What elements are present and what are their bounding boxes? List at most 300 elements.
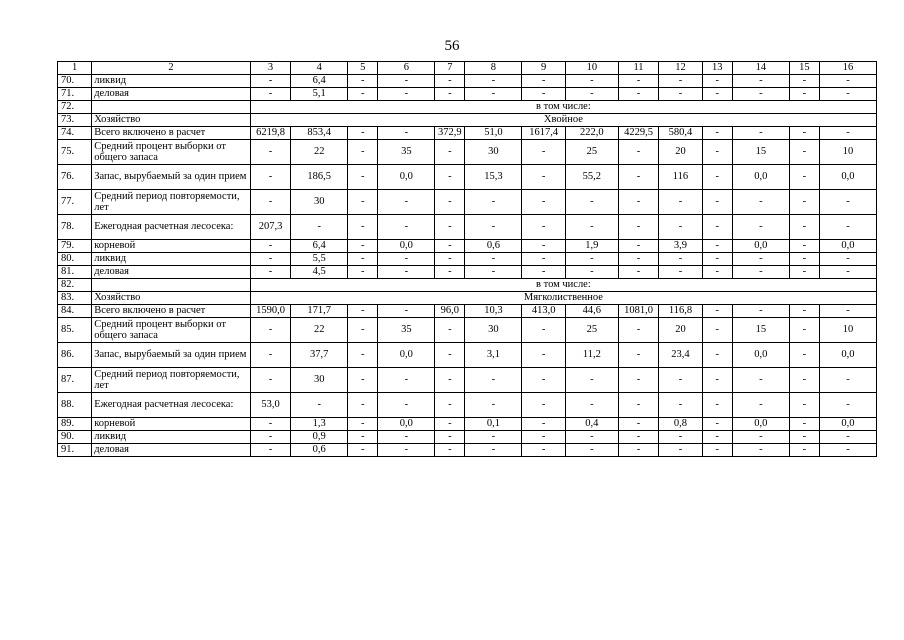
value-cell: - [702,165,732,190]
value-cell: - [465,190,522,215]
column-number-row [58,62,877,75]
value-cell: 15 [732,140,789,165]
row-number-cell: 71. [58,88,92,101]
row-number-cell: 77. [58,190,92,215]
value-cell: - [522,343,566,368]
value-cell: 1590,0 [250,305,290,318]
row-number-cell: 90. [58,431,92,444]
value-cell: - [435,190,465,215]
table-row [58,215,877,240]
value-cell: - [435,418,465,431]
value-cell: - [250,368,290,393]
value-cell: - [435,431,465,444]
value-cell: - [819,305,876,318]
value-cell: 15 [732,318,789,343]
value-cell: 171,7 [291,305,348,318]
row-number-cell: 75. [58,140,92,165]
value-cell: - [618,318,658,343]
value-cell: - [702,215,732,240]
value-cell: 186,5 [291,165,348,190]
row-label-cell [92,279,251,292]
table-row [58,114,877,127]
value-cell: - [819,431,876,444]
row-label-cell: Средний процент выборки от общего запаса [92,318,251,343]
value-cell: - [435,444,465,457]
value-cell: 1,3 [291,418,348,431]
value-cell: - [702,305,732,318]
value-cell: 22 [291,140,348,165]
value-cell: - [789,418,819,431]
row-label-cell: деловая [92,444,251,457]
value-cell: - [465,215,522,240]
value-cell: - [465,393,522,418]
value-cell: - [732,431,789,444]
value-cell: - [522,75,566,88]
value-cell: - [618,431,658,444]
value-cell: - [618,368,658,393]
table-row [58,279,877,292]
value-cell: - [702,431,732,444]
value-cell: 0,0 [378,418,435,431]
value-cell: - [522,190,566,215]
value-cell: - [565,266,618,279]
row-number-cell: 74. [58,127,92,140]
value-cell: - [789,127,819,140]
value-cell: - [659,368,703,393]
value-cell: - [378,368,435,393]
value-cell: - [250,75,290,88]
value-cell: 23,4 [659,343,703,368]
value-cell: - [789,253,819,266]
row-label-cell: деловая [92,88,251,101]
value-cell: - [465,431,522,444]
value-cell: - [789,368,819,393]
value-cell: - [250,190,290,215]
value-cell: 55,2 [565,165,618,190]
value-cell: - [465,266,522,279]
value-cell: - [659,88,703,101]
value-cell: - [819,190,876,215]
value-cell: 44,6 [565,305,618,318]
value-cell: - [702,140,732,165]
value-cell: - [618,266,658,279]
value-cell: - [565,253,618,266]
value-cell: - [732,305,789,318]
table-row [58,368,877,393]
table-row [58,318,877,343]
row-number-cell: 78. [58,215,92,240]
value-cell: - [702,88,732,101]
column-number-cell: 12 [659,62,703,75]
value-cell: - [565,444,618,457]
value-cell: - [378,266,435,279]
value-cell: 10 [819,140,876,165]
value-cell: 37,7 [291,343,348,368]
value-cell: - [348,266,378,279]
table-row [58,343,877,368]
value-cell: - [789,266,819,279]
value-cell: - [618,75,658,88]
value-cell: 25 [565,318,618,343]
table-row [58,140,877,165]
value-cell: - [435,266,465,279]
section-caption-cell: Хвойное [250,114,876,127]
value-cell: - [789,240,819,253]
value-cell: - [565,75,618,88]
value-cell: - [659,253,703,266]
value-cell: - [435,393,465,418]
value-cell: 0,1 [465,418,522,431]
table-row [58,240,877,253]
value-cell: - [789,88,819,101]
value-cell: 372,9 [435,127,465,140]
row-number-cell: 73. [58,114,92,127]
column-number-cell: 9 [522,62,566,75]
value-cell: - [378,127,435,140]
value-cell: - [522,418,566,431]
value-cell: - [465,368,522,393]
column-number-cell: 15 [789,62,819,75]
value-cell: - [465,88,522,101]
row-number-cell: 79. [58,240,92,253]
value-cell: 580,4 [659,127,703,140]
value-cell: - [435,343,465,368]
row-label-cell: корневой [92,240,251,253]
value-cell: - [435,368,465,393]
value-cell: - [789,393,819,418]
value-cell: - [819,127,876,140]
value-cell: - [732,393,789,418]
value-cell: - [659,266,703,279]
value-cell: - [348,127,378,140]
value-cell: - [702,444,732,457]
value-cell: - [378,393,435,418]
column-number-cell: 2 [92,62,251,75]
value-cell: - [819,444,876,457]
value-cell: 30 [291,190,348,215]
value-cell: - [250,253,290,266]
value-cell: - [618,240,658,253]
row-number-cell: 76. [58,165,92,190]
value-cell: 116 [659,165,703,190]
value-cell: 15,3 [465,165,522,190]
column-number-cell: 10 [565,62,618,75]
value-cell: - [732,88,789,101]
row-number-cell: 81. [58,266,92,279]
column-number-cell: 8 [465,62,522,75]
row-label-cell: Ежегодная расчетная лесосека: [92,393,251,418]
value-cell: 30 [465,318,522,343]
value-cell: - [819,266,876,279]
value-cell: - [435,88,465,101]
value-cell: 0,0 [732,240,789,253]
section-caption-cell: в том числе: [250,279,876,292]
value-cell: - [465,444,522,457]
row-label-cell: корневой [92,418,251,431]
value-cell: - [348,418,378,431]
value-cell: - [659,190,703,215]
value-cell: - [732,266,789,279]
value-cell: - [522,266,566,279]
value-cell: 20 [659,318,703,343]
value-cell: - [378,305,435,318]
value-cell: - [250,165,290,190]
value-cell: 116,8 [659,305,703,318]
value-cell: 5,1 [291,88,348,101]
value-cell: - [378,431,435,444]
value-cell: 5,5 [291,253,348,266]
value-cell: 22 [291,318,348,343]
value-cell: - [348,431,378,444]
row-number-cell: 84. [58,305,92,318]
row-number-cell: 70. [58,75,92,88]
value-cell: - [522,240,566,253]
allowable-cut-table [57,61,877,457]
value-cell: - [348,393,378,418]
value-cell: - [565,431,618,444]
value-cell: - [435,240,465,253]
value-cell: - [702,75,732,88]
table-row [58,165,877,190]
row-number-cell: 89. [58,418,92,431]
row-label-cell: Хозяйство [92,114,251,127]
row-number-cell: 87. [58,368,92,393]
value-cell: - [348,190,378,215]
value-cell: - [819,368,876,393]
value-cell: - [522,165,566,190]
value-cell: 0,0 [732,343,789,368]
value-cell: - [789,343,819,368]
value-cell: 4229,5 [618,127,658,140]
table-row [58,88,877,101]
value-cell: - [378,190,435,215]
value-cell: - [250,240,290,253]
column-number-cell: 14 [732,62,789,75]
row-number-cell: 83. [58,292,92,305]
value-cell: 30 [291,368,348,393]
row-label-cell: Всего включено в расчет [92,127,251,140]
row-label-cell: Ежегодная расчетная лесосека: [92,215,251,240]
value-cell: - [565,190,618,215]
value-cell: - [522,140,566,165]
value-cell: - [348,318,378,343]
value-cell: - [348,253,378,266]
value-cell: 35 [378,318,435,343]
row-number-cell: 85. [58,318,92,343]
value-cell: - [702,343,732,368]
value-cell: - [819,88,876,101]
value-cell: - [565,88,618,101]
value-cell: - [250,418,290,431]
value-cell: 0,8 [659,418,703,431]
row-number-cell: 86. [58,343,92,368]
value-cell: - [348,240,378,253]
row-label-cell: ликвид [92,75,251,88]
table-row [58,127,877,140]
value-cell: 0,0 [378,240,435,253]
value-cell: - [789,190,819,215]
value-cell: - [659,444,703,457]
value-cell: - [732,444,789,457]
value-cell: - [250,318,290,343]
value-cell: - [465,253,522,266]
value-cell: - [522,444,566,457]
value-cell: 30 [465,140,522,165]
value-cell: 10,3 [465,305,522,318]
column-number-cell: 1 [58,62,92,75]
table-row [58,444,877,457]
value-cell: 0,9 [291,431,348,444]
value-cell: 35 [378,140,435,165]
value-cell: 25 [565,140,618,165]
row-label-cell: Хозяйство [92,292,251,305]
value-cell: - [618,393,658,418]
table-row [58,305,877,318]
value-cell: - [348,75,378,88]
value-cell: - [291,393,348,418]
value-cell: 0,6 [465,240,522,253]
table-row [58,190,877,215]
value-cell: - [522,253,566,266]
value-cell: - [789,215,819,240]
row-label-cell: Запас, вырубаемый за один прием [92,165,251,190]
value-cell: - [659,75,703,88]
value-cell: 1617,4 [522,127,566,140]
value-cell: - [250,431,290,444]
row-number-cell: 88. [58,393,92,418]
row-label-cell: Всего включено в расчет [92,305,251,318]
value-cell: 0,0 [732,418,789,431]
value-cell: 3,1 [465,343,522,368]
value-cell: - [435,253,465,266]
value-cell: 0,0 [378,165,435,190]
value-cell: - [465,75,522,88]
value-cell: - [819,393,876,418]
value-cell: 20 [659,140,703,165]
value-cell: - [702,240,732,253]
column-number-cell: 3 [250,62,290,75]
value-cell: - [522,368,566,393]
value-cell: 413,0 [522,305,566,318]
row-label-cell: ликвид [92,253,251,266]
value-cell: 96,0 [435,305,465,318]
value-cell: - [789,318,819,343]
table-row [58,431,877,444]
table-row [58,393,877,418]
value-cell: 10 [819,318,876,343]
value-cell: - [732,75,789,88]
column-number-cell: 5 [348,62,378,75]
value-cell: - [522,431,566,444]
value-cell: - [618,418,658,431]
value-cell: - [789,305,819,318]
value-cell: - [435,318,465,343]
table-row [58,253,877,266]
value-cell: - [732,127,789,140]
value-cell: - [522,393,566,418]
row-label-cell: ликвид [92,431,251,444]
value-cell: 6,4 [291,240,348,253]
value-cell: - [618,140,658,165]
row-label-cell [92,101,251,114]
section-caption-cell: Мягколиственное [250,292,876,305]
value-cell: - [732,253,789,266]
column-number-cell: 6 [378,62,435,75]
value-cell: - [819,75,876,88]
section-caption-cell: в том числе: [250,101,876,114]
row-label-cell: Запас, вырубаемый за один прием [92,343,251,368]
page-number: 56 [444,38,460,54]
value-cell: - [348,305,378,318]
table-row [58,101,877,114]
value-cell: 3,9 [659,240,703,253]
value-cell: - [522,88,566,101]
value-cell: - [378,88,435,101]
value-cell: 0,0 [819,418,876,431]
value-cell: - [659,215,703,240]
value-cell: - [565,393,618,418]
value-cell: 1081,0 [618,305,658,318]
value-cell: 0,0 [819,240,876,253]
value-cell: - [348,215,378,240]
value-cell: - [378,75,435,88]
value-cell: - [659,431,703,444]
value-cell: - [789,140,819,165]
value-cell: 207,3 [250,215,290,240]
value-cell: - [348,343,378,368]
value-cell: 0,6 [291,444,348,457]
value-cell: 0,4 [565,418,618,431]
value-cell: - [702,127,732,140]
value-cell: - [348,444,378,457]
value-cell: 853,4 [291,127,348,140]
row-label-cell: Средний процент выборки от общего запаса [92,140,251,165]
row-number-cell: 91. [58,444,92,457]
table-row [58,75,877,88]
value-cell: - [522,318,566,343]
value-cell: - [702,418,732,431]
value-cell: - [565,215,618,240]
value-cell: - [702,253,732,266]
row-number-cell: 80. [58,253,92,266]
value-cell: - [702,318,732,343]
value-cell: - [250,266,290,279]
row-number-cell: 82. [58,279,92,292]
value-cell: - [348,165,378,190]
value-cell: - [378,253,435,266]
value-cell: - [522,215,566,240]
table-row [58,418,877,431]
value-cell: - [618,444,658,457]
value-cell: 6219,8 [250,127,290,140]
value-cell: - [348,140,378,165]
value-cell: - [618,253,658,266]
value-cell: - [819,215,876,240]
value-cell: - [435,140,465,165]
value-cell: - [435,215,465,240]
value-cell: - [348,88,378,101]
value-cell: - [378,444,435,457]
row-label-cell: деловая [92,266,251,279]
value-cell: 11,2 [565,343,618,368]
value-cell: - [789,431,819,444]
table-row [58,266,877,279]
value-cell: - [702,393,732,418]
column-number-cell: 13 [702,62,732,75]
value-cell: - [250,444,290,457]
column-number-cell: 16 [819,62,876,75]
value-cell: - [702,368,732,393]
